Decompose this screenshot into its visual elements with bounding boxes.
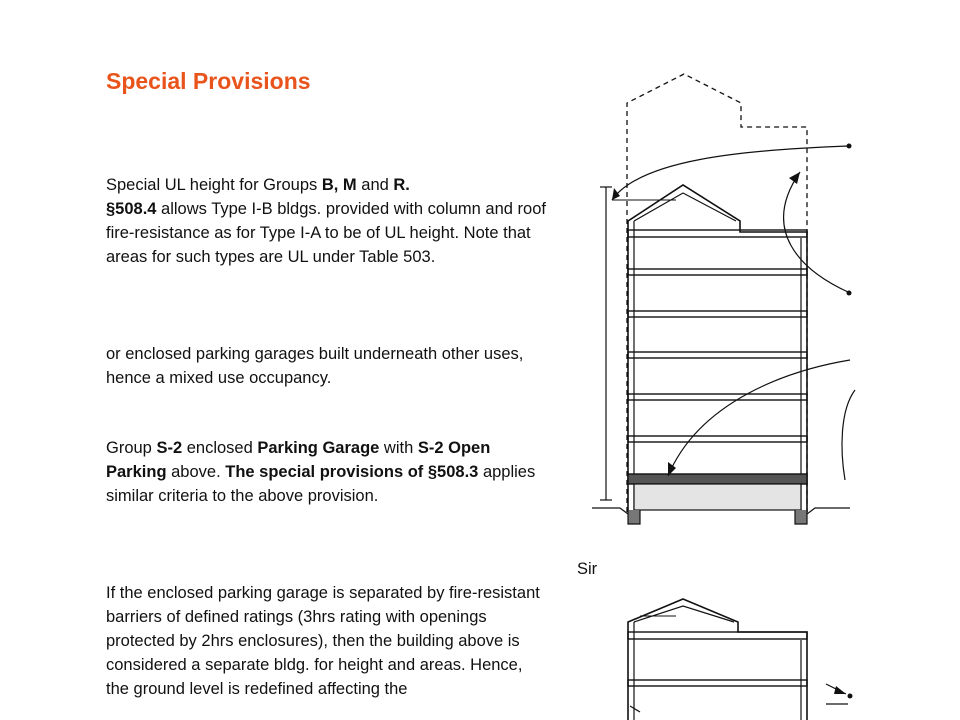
para1-text-2: and — [356, 176, 394, 194]
curved-arrow-top — [612, 146, 848, 200]
paragraph-ul-height — [106, 173, 546, 269]
building-section-figure — [560, 60, 960, 720]
para1-text-1: Special UL height for Groups — [106, 176, 322, 194]
callout-dot-2 — [847, 291, 852, 296]
para3-bold-2: Parking Garage — [257, 439, 380, 457]
para3-bold-1: S-2 — [156, 439, 183, 457]
ground-line-left — [592, 508, 628, 514]
foundation-right — [795, 510, 807, 524]
paragraph-parking-garages: or enclosed parking garages built underneath other uses, hence a mixed use occupancy. — [106, 345, 524, 387]
lower-arrow-left — [630, 706, 640, 712]
para3-text-4: above. — [166, 463, 226, 481]
para3-bold-4: The special provisions of §508.3 — [225, 463, 479, 481]
paragraph-group-s2 — [106, 436, 546, 508]
para1-bold-groups: B, M — [321, 176, 357, 194]
arrowhead-right — [789, 172, 800, 184]
ground-line-right — [807, 508, 850, 514]
para3-text-3: with — [379, 439, 418, 457]
building-section-upper — [592, 74, 855, 524]
arrowhead-top — [612, 188, 620, 200]
building-outline — [628, 185, 807, 512]
parking-level — [634, 484, 801, 510]
curved-arrow-lower-right — [842, 390, 855, 480]
dashed-allowable-envelope — [627, 74, 807, 512]
parking-slab-3hr — [628, 474, 807, 484]
floor-slabs — [628, 230, 807, 442]
figure-caption: Sir — [577, 560, 598, 578]
para1-bold-group-r: R. — [393, 176, 410, 194]
para3-text-1: Group — [106, 439, 157, 457]
curved-arrow-bottom — [668, 360, 850, 476]
para3-bold-3: S-2 Open Parking — [106, 439, 491, 481]
para3-text-5: applies similar criteria to the above provision. — [106, 463, 536, 505]
paragraph-separation: If the enclosed parking garage is separated by fire-resistant barriers of defined ratings (3hrs rating with openings protected by 2hrs enclosures), then the building above is considered a separate bldg. for height and areas. Hence, the ground level is redefined affecting the — [106, 584, 540, 698]
building-section-lower — [628, 599, 853, 720]
para1-text-3: allows Type I-B bldgs. provided with column and roof fire-resistance as for Type I-A to be of UL height. Note that areas for such types are UL under Table 503. — [106, 200, 546, 266]
slide-title: Special Provisions — [106, 68, 311, 94]
callout-dot-1 — [847, 144, 852, 149]
para1-bold-section: §508.4 — [106, 200, 157, 218]
foundation-left — [628, 510, 640, 524]
para3-text-2: enclosed — [182, 439, 258, 457]
